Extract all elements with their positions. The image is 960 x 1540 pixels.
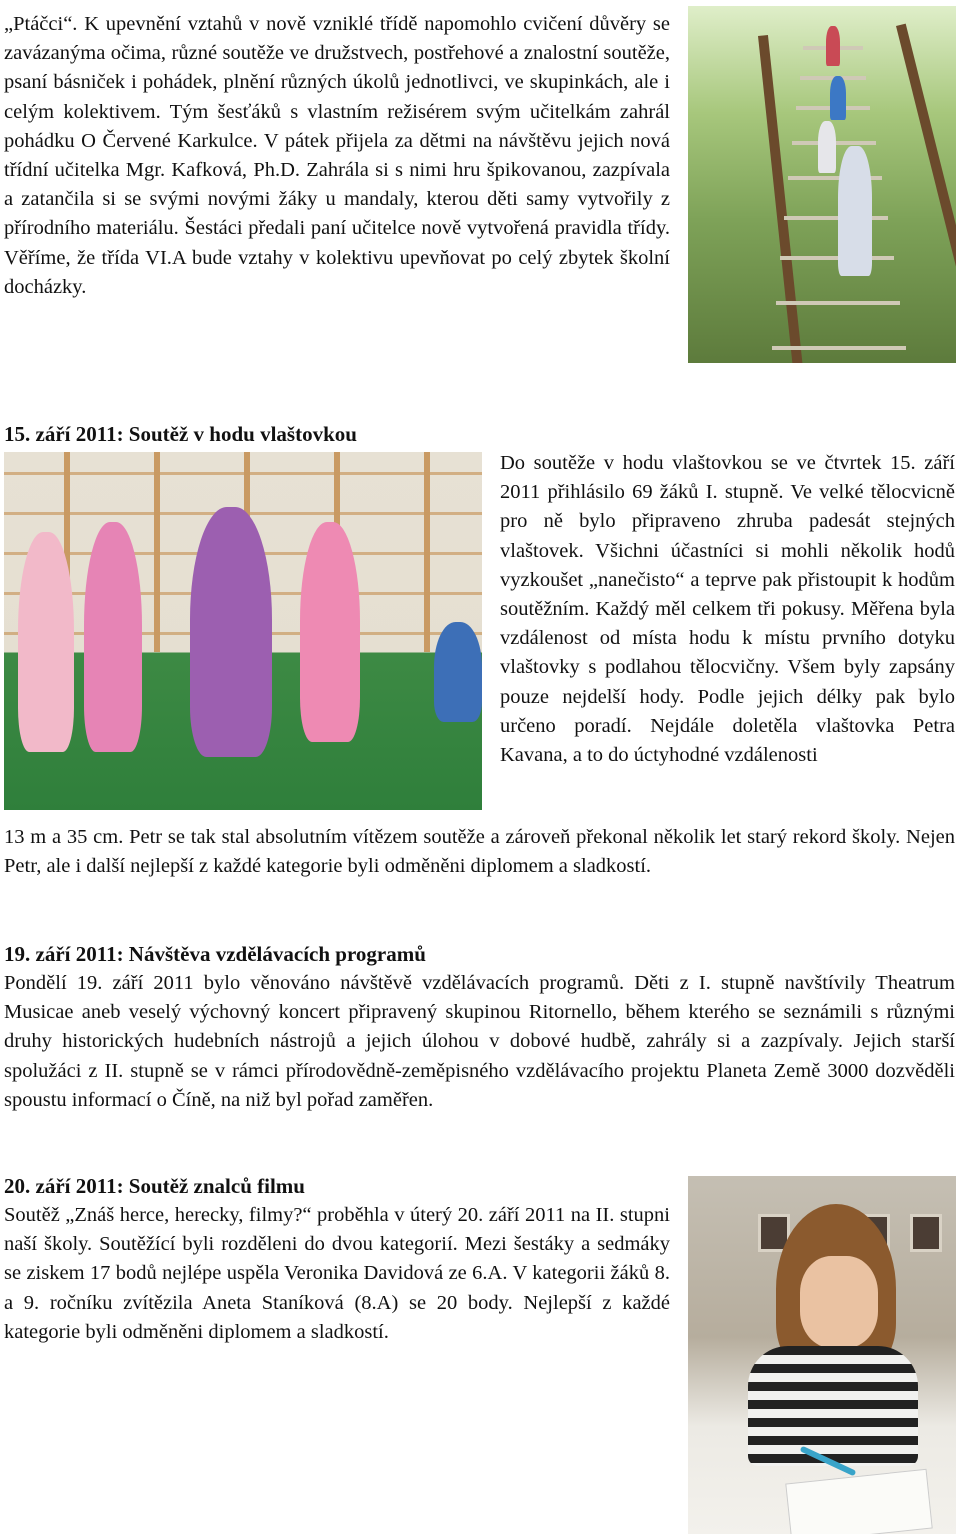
section-heading-film-quiz: 20. září 2011: Soutěž znalců filmu [4,1174,305,1198]
programs-text: Pondělí 19. září 2011 bylo věnováno návštěvě vzdělávacích programů. Děti z I. stupně navštívily Theatrum Musicae aneb veselý výchovný koncert připravený skupinou Ritornello, během kterého se seznámili s různými druhy historických hudebních nástrojů a jejich úlohou v dobové hudbě, zahrály si a zazpívaly. Jejich starší spolužáci z II. stupně se v rámci přírodovědně-zeměpisného vzdělávacího projektu Planeta Země 3000 dozvěděli spoustu informací o Číně, na niž byl pořad zaměřen. [4,972,955,1111]
stairs-photo [688,6,956,363]
girl-writing-photo [688,1176,956,1534]
gym-photo [4,452,482,810]
paper-planes-side-text: Do soutěže v hodu vlaštovkou se ve čtvrtek 15. září 2011 přihlásilo 69 žáků I. stupně. Ve velké tělocvicně pro ně bylo připraveno zhruba padesát stejných vlaštovek. Všichni účastníci si mohli několik hodů vyzkoušet „nanečisto“ a teprve pak přistoupit k hodům soutěžním. Každý měl celkem tři pokusy. Měřena byla vzdálenost od místa hodu k místu prvního dotyku vlaštovky s podlahou tělocvičny. Všem byly zapsány pouze nejdelší hody. Podle jejich délky pak bylo určeno poradí. Nejdále doletěla vlaštovka Petra Kavana, a to do úctyhodné vzdálenosti [500,452,955,767]
section-heading-programs: 19. září 2011: Návštěva vzdělávacích programů [4,942,426,966]
paper-planes-full-text: 13 m a 35 cm. Petr se tak stal absolutním vítězem soutěže a zároveň překonal několik let starý rekord školy. Nejen Petr, ale i další nejlepší z každé kategorie byli odměněni diplomem a sladkostí. [4,826,955,878]
film-quiz-text: Soutěž „Znáš herce, herecky, filmy?“ proběhla v úterý 20. září 2011 na II. stupni naší školy. Soutěžící byli rozděleni do dvou kategorií. Mezi šestáky a sedmáky se ziskem 17 bodů nejlépe uspěla Veronika Davidová ze 6.A. V kategorii žáků 8. a 9. ročníku zvítězila Aneta Staníková (8.A) se 20 body. Nejlepší z každé kategorie byli odměněni diplomem a sladkostí. [4,1204,670,1343]
intro-paragraph: „Ptáčci“. K upevnění vztahů v nově vzniklé třídě napomohlo cvičení důvěry se zavázanýma očima, různé soutěže ve družstvech, postřehové a znalostní soutěže, psaní básniček i pohádek, plnění různých úkolů jednotlivci, ve skupinkách, ale i celým kolektivem. Tým šesťáků s vlastním režisérem svým učitelkám zahrál pohádku O Červené Karkulce. V pátek přijela za dětmi na návštěvu jejich nová třídní učitelka Mgr. Kafková, Ph.D. Zahrála si s nimi hru špikovanou, zazpívala a zatančila si se svými novými žáky u mandaly, kterou děti samy vytvořily z přírodního materiálu. Šestáci předali paní učitelce nově vytvořená pravidla třídy. Věříme, že třída VI.A bude vztahy v kolektivu upevňovat po celý zbytek školní docházky. [4,13,670,298]
section-heading-paper-planes: 15. září 2011: Soutěž v hodu vlaštovkou [4,422,357,446]
